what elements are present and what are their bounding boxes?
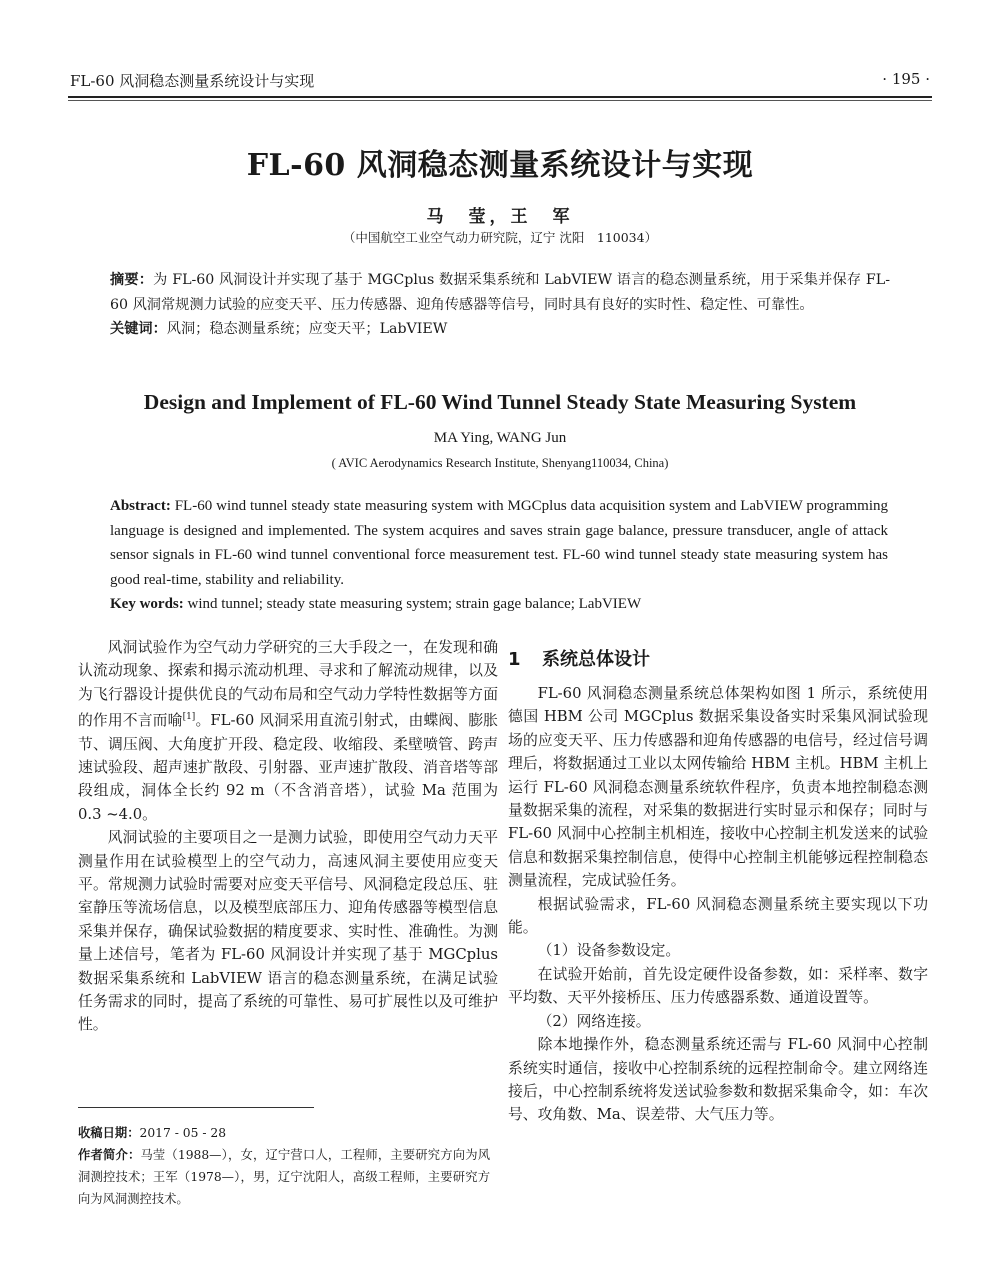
section-title: 系统总体设计 [542,649,650,670]
author-bio-label: 作者简介： [78,1148,141,1162]
authors: 马 莹，王 军 [426,207,574,227]
english-title: Design and Implement of FL-60 Wind Tunnel Steady State Measuring System [143,390,857,414]
received-value: 2017 - 05 - 28 [139,1126,227,1140]
intro-paragraph-1 [78,636,498,826]
page-number: · 195 · [882,70,930,88]
chinese-abstract-block [110,268,890,342]
intro-paragraph-2: 风洞试验的主要项目之一是测力试验，即使用空气动力天平测量作用在试验模型上的空气动力，高速风洞主要使用应变天平。常规测力试验时需要对应变天平信号、风洞稳定段总压、驻室静压等流场信息，以及模型底部压力、迎角传感器等模型信息采集并保存，确保试验数据的精度要求、实时性、准确性。为测量上述信号，笔者为 FL-60 风洞设计并实现了基于 MGCplus 数据采集系统和 LabVIEW 语言的稳态测量系统，在满足试验任务需求的同时，提高了系统的可靠性、易可扩展性以及可维护性。 [78,829,498,1034]
abstract-en-text: FL-60 wind tunnel steady state measuring system with MGCplus data acquisition system and LabVIEW programming language is designed and implemented. The system acquires and saves strain gage balance, pressure transducer, angle of attack sensor signals in FL-60 wind tunnel conventional force measurement test. FL-60 wind tunnel steady state measuring system has good real-time, stability and reliability. [110,498,888,588]
abstract-cn [110,268,890,317]
author-bio [78,1144,490,1210]
running-header-title: FL-60 风洞稳态测量系统设计与实现 [70,72,315,90]
intro-text: 风洞试验作为空气动力学研究的三大手段之一，在发现和确认流动现象、探索和揭示流动机理、寻求和了解流动规律，以及为飞行器设计提供优良的气动布局和空气动力学特性数据等方面的作用不言而喻 [78,639,498,730]
header-rule [68,96,932,98]
section-heading [508,648,928,674]
english-affiliation: ( AVIC Aerodynamics Research Institute, Shenyang110034, China) [331,456,669,470]
intro-text-cont: 。FL-60 风洞采用直流引射式，由蝶阀、膨胀节、调压阀、大角度扩开段、稳定段、收缩段、柔壁喷管、跨声速试验段、超声速扩散段、引射器、亚声速扩散段、消音塔等部段组成，洞体全长约 92 m（不含消音塔），试验 Ma 范围为 0.3 ~4.0。 [78,712,498,823]
abstract-en [110,494,888,592]
section-paragraph: 除本地操作外，稳态测量系统还需与 FL-60 风洞中心控制系统实时通信，接收中心控制系统的远程控制命令。建立网络连接后，中心控制系统将发送试验参数和数据采集命令，如：车次号、攻角数、Ma、误差带、大气压力等。 [508,1036,928,1124]
function-item-heading: （2）网络连接。 [537,1012,651,1030]
keywords-en-text: wind tunnel; steady state measuring system; strain gage balance; LabVIEW [187,596,642,612]
english-abstract-block [110,494,888,617]
citation-ref[interactable]: [1] [182,712,196,723]
header-rule-thin [68,100,932,101]
affiliation: （中国航空工业空气动力研究院，辽宁 沈阳 110034） [342,230,658,245]
section-paragraph: 根据试验需求，FL-60 风洞稳态测量系统主要实现以下功能。 [508,895,928,937]
function-item-heading: （1）设备参数设定。 [537,942,681,960]
keywords-cn [110,317,890,342]
article-title: FL-60 风洞稳态测量系统设计与实现 [246,148,754,183]
abstract-en-label: Abstract: [110,498,175,514]
keywords-en-label: Key words: [110,596,188,612]
keywords-cn-text: 风洞；稳态测量系统；应变天平；LabVIEW [166,321,448,337]
received-label: 收稿日期： [78,1126,140,1140]
english-authors: MA Ying, WANG Jun [433,430,567,446]
section-paragraph: 在试验开始前，首先设定硬件设备参数，如：采样率、数字平均数、天平外接桥压、压力传感器系数、通道设置等。 [508,965,928,1007]
author-bio-text: 马莹（1988—），女，辽宁营口人，工程师，主要研究方向为风洞测控技术；王军（1978—），男，辽宁沈阳人，高级工程师，主要研究方向为风洞测控技术。 [78,1148,490,1206]
section-number: 1 [508,649,521,670]
received-date [78,1122,490,1144]
keywords-en [110,592,888,617]
left-column [78,636,498,1037]
keywords-cn-label: 关键词： [110,321,167,337]
running-header [70,70,930,96]
abstract-cn-label: 摘要： [110,272,154,288]
section-paragraph: FL-60 风洞稳态测量系统总体架构如图 1 所示，系统使用德国 HBM 公司 MGCplus 数据采集设备实时采集风洞试验现场的应变天平、压力传感器和迎角传感器的电信号，经过信号调理后，将数据通过工业以太网传输给 HBM 主机。HBM 主机上运行 FL-60 风洞稳态测量系统软件程序，负责本地控制稳态测量数据采集的流程，对采集的数据进行实时显示和保存；同时与 FL-60 风洞中心控制主机相连，接收中心控制主机发送来的试验信息和数据采集控制信息，使得中心控制主机能够远程控制稳态测量流程，完成试验任务。 [508,685,928,890]
footnote-rule [78,1107,314,1108]
footnotes [78,1122,490,1210]
right-column [508,648,928,1127]
abstract-cn-text: 为 FL-60 风洞设计并实现了基于 MGCplus 数据采集系统和 LabVIEW 语言的稳态测量系统，用于采集并保存 FL-60 风洞常规测力试验的应变天平、压力传感器、迎角传感器等信号，同时具有良好的实时性、稳定性、可靠性。 [110,272,890,313]
